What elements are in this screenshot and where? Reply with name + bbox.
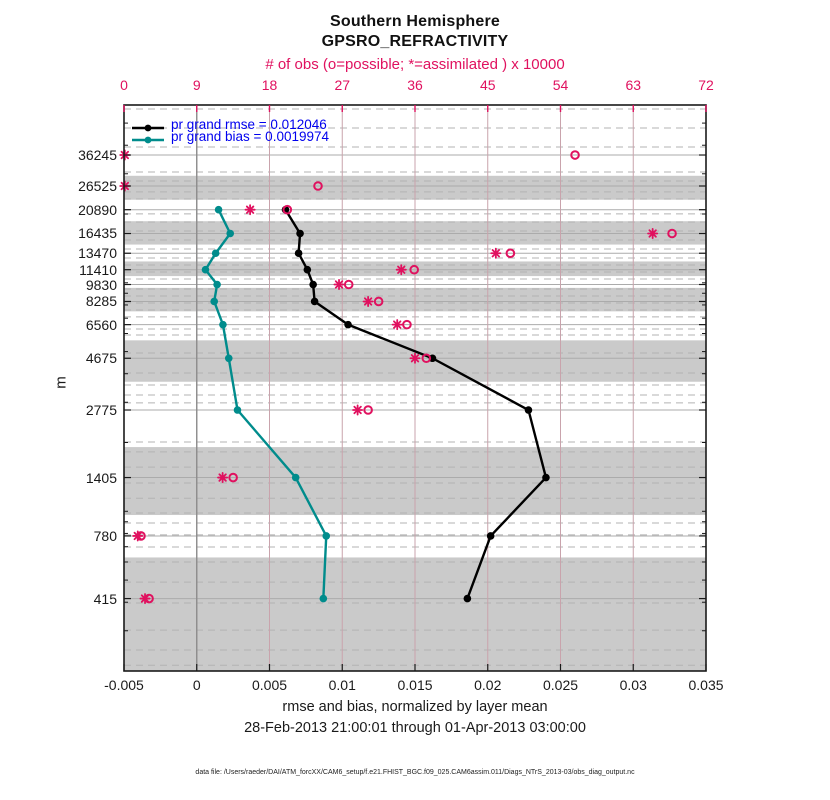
- legend-rmse-line-sample: [131, 120, 165, 130]
- y-axis-tick-label: 20890: [78, 201, 117, 218]
- top-axis-tick-label: 45: [479, 77, 496, 93]
- bias-point: [215, 206, 223, 214]
- y-axis-tick-label: 36245: [78, 147, 117, 164]
- top-axis-tick-label: 9: [192, 77, 201, 93]
- bottom-axis-tick-label: 0.005: [251, 677, 288, 693]
- bottom-axis-tick-label: 0: [192, 677, 201, 693]
- top-axis-tick-label: 27: [334, 77, 351, 93]
- rmse-point: [464, 595, 472, 603]
- legend-item-bias: [131, 129, 329, 144]
- bias-point: [292, 474, 300, 482]
- bias-point: [320, 595, 328, 603]
- x-axis-label: rmse and bias, normalized by layer mean: [282, 699, 548, 715]
- top-axis-tick-label: 0: [120, 77, 128, 93]
- y-axis-tick-label: 1405: [85, 469, 117, 486]
- bias-point: [202, 266, 210, 274]
- bottom-axis-tick-label: 0.01: [328, 677, 356, 693]
- rmse-point: [311, 298, 319, 306]
- figure-subtitle: GPSRO_REFRACTIVITY: [321, 33, 509, 50]
- top-axis-label: # of obs (o=possible; *=assimilated ) x 10000: [265, 56, 565, 73]
- bias-point: [226, 230, 234, 238]
- bottom-axis-tick-label: 0.02: [474, 677, 502, 693]
- top-axis-tick-label: 72: [698, 77, 714, 93]
- bias-point: [225, 354, 233, 362]
- rmse-point: [487, 532, 495, 540]
- y-axis-tick-label: 11410: [79, 261, 117, 278]
- y-axis-tick-label: 415: [93, 590, 117, 607]
- bottom-axis-tick-label: 0.035: [688, 677, 724, 693]
- y-axis-tick-label: 8285: [85, 293, 117, 310]
- rmse-point: [542, 474, 550, 482]
- bottom-axis-tick-label: 0.015: [397, 677, 433, 693]
- data-file-path: data file: /Users/raeder/DAI/ATM_forcXX/CAM6_setup/f.e21.FHIST_BGC.f09_025.CAM6assim.011/Diags_NTrS_2013-03/obs_diag_output.nc: [195, 769, 635, 776]
- bias-point: [210, 298, 218, 306]
- y-axis-tick-label: 780: [93, 527, 117, 544]
- bias-point: [322, 532, 330, 540]
- bottom-axis-tick-label: -0.005: [104, 677, 144, 693]
- rmse-point: [309, 281, 317, 289]
- top-axis-tick-label: 18: [261, 77, 278, 93]
- rmse-point: [304, 266, 312, 274]
- legend-bias-label: pr grand bias = 0.0019974: [171, 129, 329, 144]
- bias-point: [213, 281, 221, 289]
- y-axis-tick-label: 6560: [85, 316, 117, 333]
- top-axis-tick-label: 36: [407, 77, 423, 93]
- top-axis-tick-label: 63: [625, 77, 642, 93]
- legend-sample-dot: [145, 136, 152, 143]
- bias-point: [212, 249, 220, 257]
- date-range-label: 28-Feb-2013 21:00:01 through 01-Apr-2013 03:00:00: [244, 720, 586, 736]
- bottom-axis-tick-label: 0.03: [619, 677, 647, 693]
- rmse-point: [344, 321, 352, 329]
- y-axis-tick-label: 13470: [78, 245, 117, 262]
- rmse-point: [296, 230, 304, 238]
- y-axis-tick-label: 4675: [85, 350, 117, 367]
- y-axis-tick-label: 16435: [78, 225, 117, 242]
- y-axis-tick-label: 2775: [85, 402, 117, 418]
- legend-rmse-label: pr grand rmse = 0.012046: [171, 117, 327, 132]
- y-axis-tick-label: 9830: [85, 276, 117, 293]
- legend-bias-line-sample: [131, 132, 165, 142]
- bias-point: [219, 321, 227, 329]
- bottom-axis-tick-label: 0.025: [542, 677, 579, 693]
- y-axis-tick-label: 26525: [78, 177, 117, 194]
- rmse-point: [525, 406, 533, 414]
- y-axis-label: m: [52, 376, 70, 389]
- bias-point: [234, 406, 242, 414]
- rmse-point: [295, 249, 303, 257]
- figure-title: Southern Hemisphere: [329, 13, 501, 30]
- top-axis-tick-label: 54: [552, 77, 569, 93]
